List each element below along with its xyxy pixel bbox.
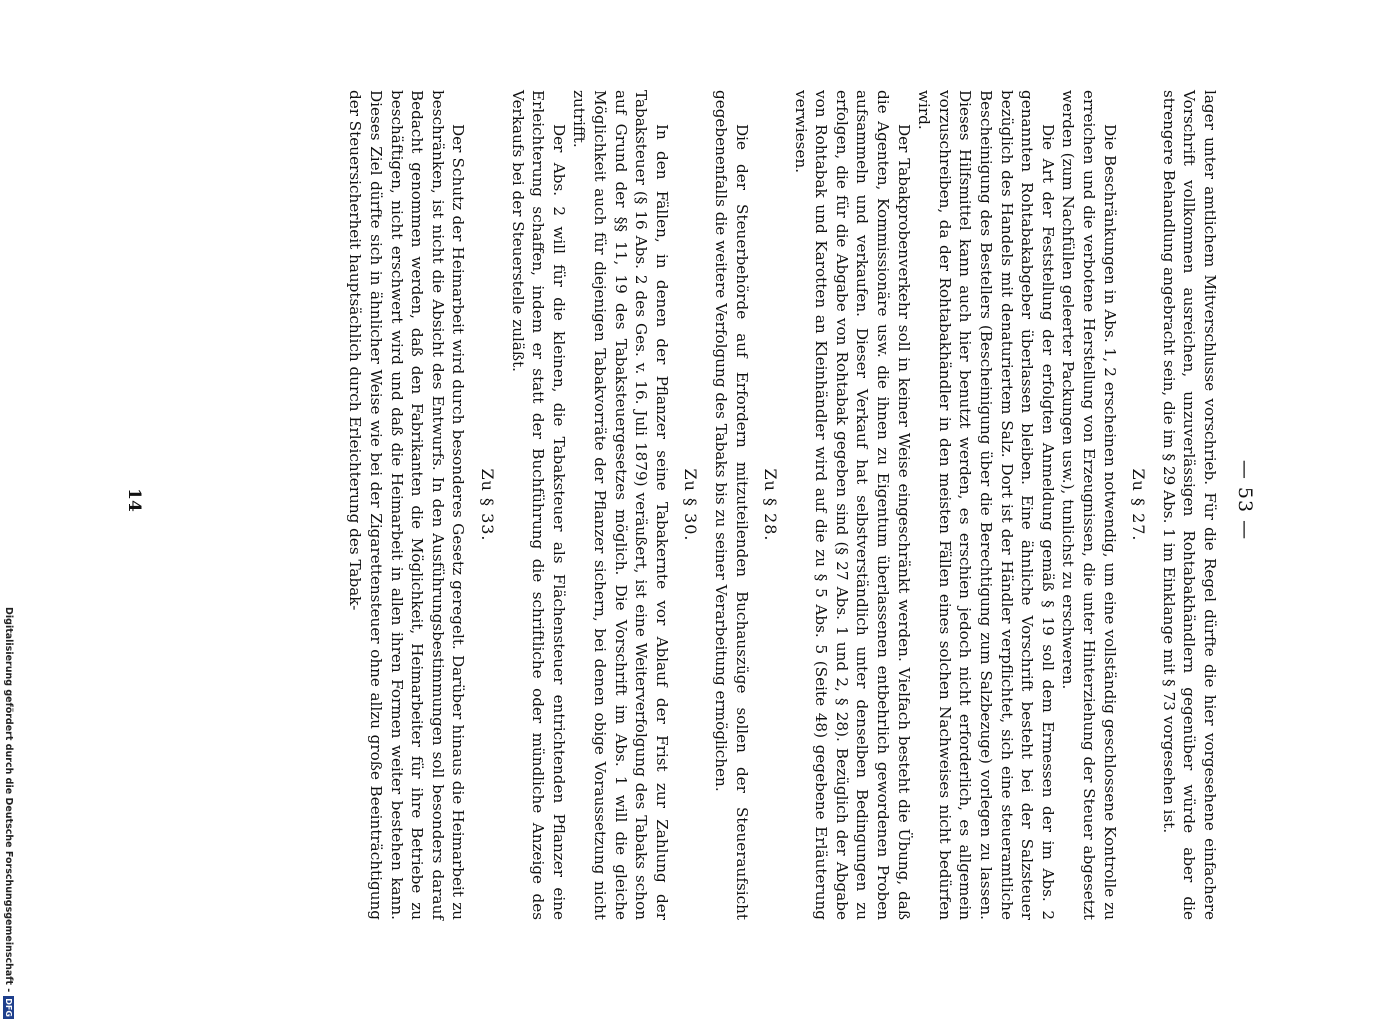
- paragraph: Die der Steuerbehörde auf Erfordern mitzuteilenden Buchauszüge sollen der Steueraufsicht gegebenenfalls die weitere Verfolgung des Tabaks bis zu seiner Verarbeitung ermöglichen.: [711, 90, 751, 920]
- rotated-document-page: [100, 60, 1260, 940]
- page-header: [1228, 60, 1256, 940]
- digitization-credit-text: Digitalisierung gefördert durch die Deutsche Forschungsgemeinschaft -: [3, 607, 14, 993]
- page-number: — 53 —: [1234, 459, 1256, 541]
- paragraph-continuation: lager unter amtlichem Mitverschlusse vorschrieb. Für die Regel dürfte die hier vorgesehene einfachere Vorschrift vollkommen ausreichen, unzuverlässigen Rohtabakhändlern gegenüber würde aber die strengere Behandlung angebracht sein, die im § 29 Abs. 1 im Einklange mit § 73 vorgesehen ist.: [1159, 90, 1219, 920]
- section-heading-27: Zu § 27.: [1129, 468, 1149, 542]
- signature-mark: 14: [124, 488, 144, 512]
- digitization-credit: [3, 607, 14, 1019]
- paragraph: In den Fällen, in denen der Pflanzer seine Tabakernte vor Ablauf der Frist zur Zahlung der Tabaksteuer (§ 16 Abs. 2 des Ges. v. 16. Juli 1879) veräußert, ist eine Weiterverfolgung des Tabaks schon auf Grund der §§ 11, 19 des Tabaksteuergesetzes möglich. Die Vorschrift im Abs. 1 will die gleiche Möglichkeit auch für diejenigen Tabakvorräte der Pflanzer sichern, bei denen obige Voraussetzung nicht zutrifft.: [570, 90, 671, 920]
- dfg-logo-badge: DFG: [4, 998, 13, 1017]
- section-heading-28: Zu § 28.: [761, 468, 781, 542]
- paragraph: Der Tabakprobenverkehr soll in keiner Weise eingeschränkt werden. Vielfach besteht die Übung, daß die Agenten, Kommissionäre usw. die ihnen zu Eigentum überlassenen entbehrlich gewordenen Proben aufsammeln und verkaufen. Dieser Verkauf hat selbstverständlich unter denselben Bedingungen zu erfolgen, die für die Abgabe von Rohtabak gegeben sind (§ 27 Abs. 1 und 2, § 28). Bezüglich der Abgabe von Rohtabak und Karotten an Kleinhändler wird auf die zu § 5 Abs. 5 (Seite 48) gegebene Erläuterung verwiesen.: [791, 90, 913, 920]
- document-body: [345, 90, 1220, 920]
- paragraph: Der Schutz der Heimarbeit wird durch besonderes Gesetz geregelt. Darüber hinaus die Heimarbeit zu beschränken, ist nicht die Absicht des Entwurfs. In den Ausführungsbestimmungen soll besonders darauf Bedacht genommen werden, daß den Fabrikanten die Möglichkeit, Heimarbeiter für ihre Betriebe zu beschäftigen, nicht erschwert wird und daß die Heimarbeit in allen ihren Formen weiter bestehen kann. Dieses Ziel dürfte sich in ähnlicher Weise wie bei der Zigarettensteuer ohne allzu große Beeinträchtigung der Steuersicherheit hauptsächlich durch Erleichterung des Tabak-: [346, 90, 468, 920]
- paragraph: Die Beschränkungen in Abs. 1, 2 erscheinen notwendig, um eine vollständig geschlossene Kontrolle zu erreichen und die verbotene Herstellung von Erzeugnissen, die unter Hinterziehung der Steuer abgesetzt werden (zum Nachfüllen geleerter Packungen usw.), tunlichst zu erschweren.: [1059, 90, 1119, 920]
- paragraph: Die Art der Feststellung der erfolgten Anmeldung gemäß § 19 soll dem Ermessen der im Abs. 2 genannten Rohtabakabgeber überlassen bleiben. Eine ähnliche Vorschrift besteht bei der Salzsteuer bezüglich des Handels mit denaturiertem Salz. Dort ist der Händler verpflichtet, sich eine steueramtliche Bescheinigung des Bestellers (Bescheinigung über die Berechtigung zum Salzbezuge) vorlegen zu lassen. Dieses Hilfsmittel kann auch hier benutzt werden, es erschien jedoch nicht erforderlich, es allgemein vorzuschreiben, da der Rohtabakhändler in den meisten Fällen eines solchen Nachweises nicht bedürfen wird.: [915, 90, 1057, 920]
- digitization-credit-strip: [0, 0, 22, 1017]
- section-heading-30: Zu § 30.: [681, 468, 701, 542]
- paragraph: Der Abs. 2 will für die kleinen, die Tabaksteuer als Flächensteuer entrichtenden Pflanzer eine Erleichterung schaffen, indem er statt der Buchführung die schriftliche oder mündliche Anzeige des Verkaufs bei der Steuerstelle zuläßt.: [508, 90, 568, 920]
- section-heading-33: Zu § 33.: [478, 468, 497, 542]
